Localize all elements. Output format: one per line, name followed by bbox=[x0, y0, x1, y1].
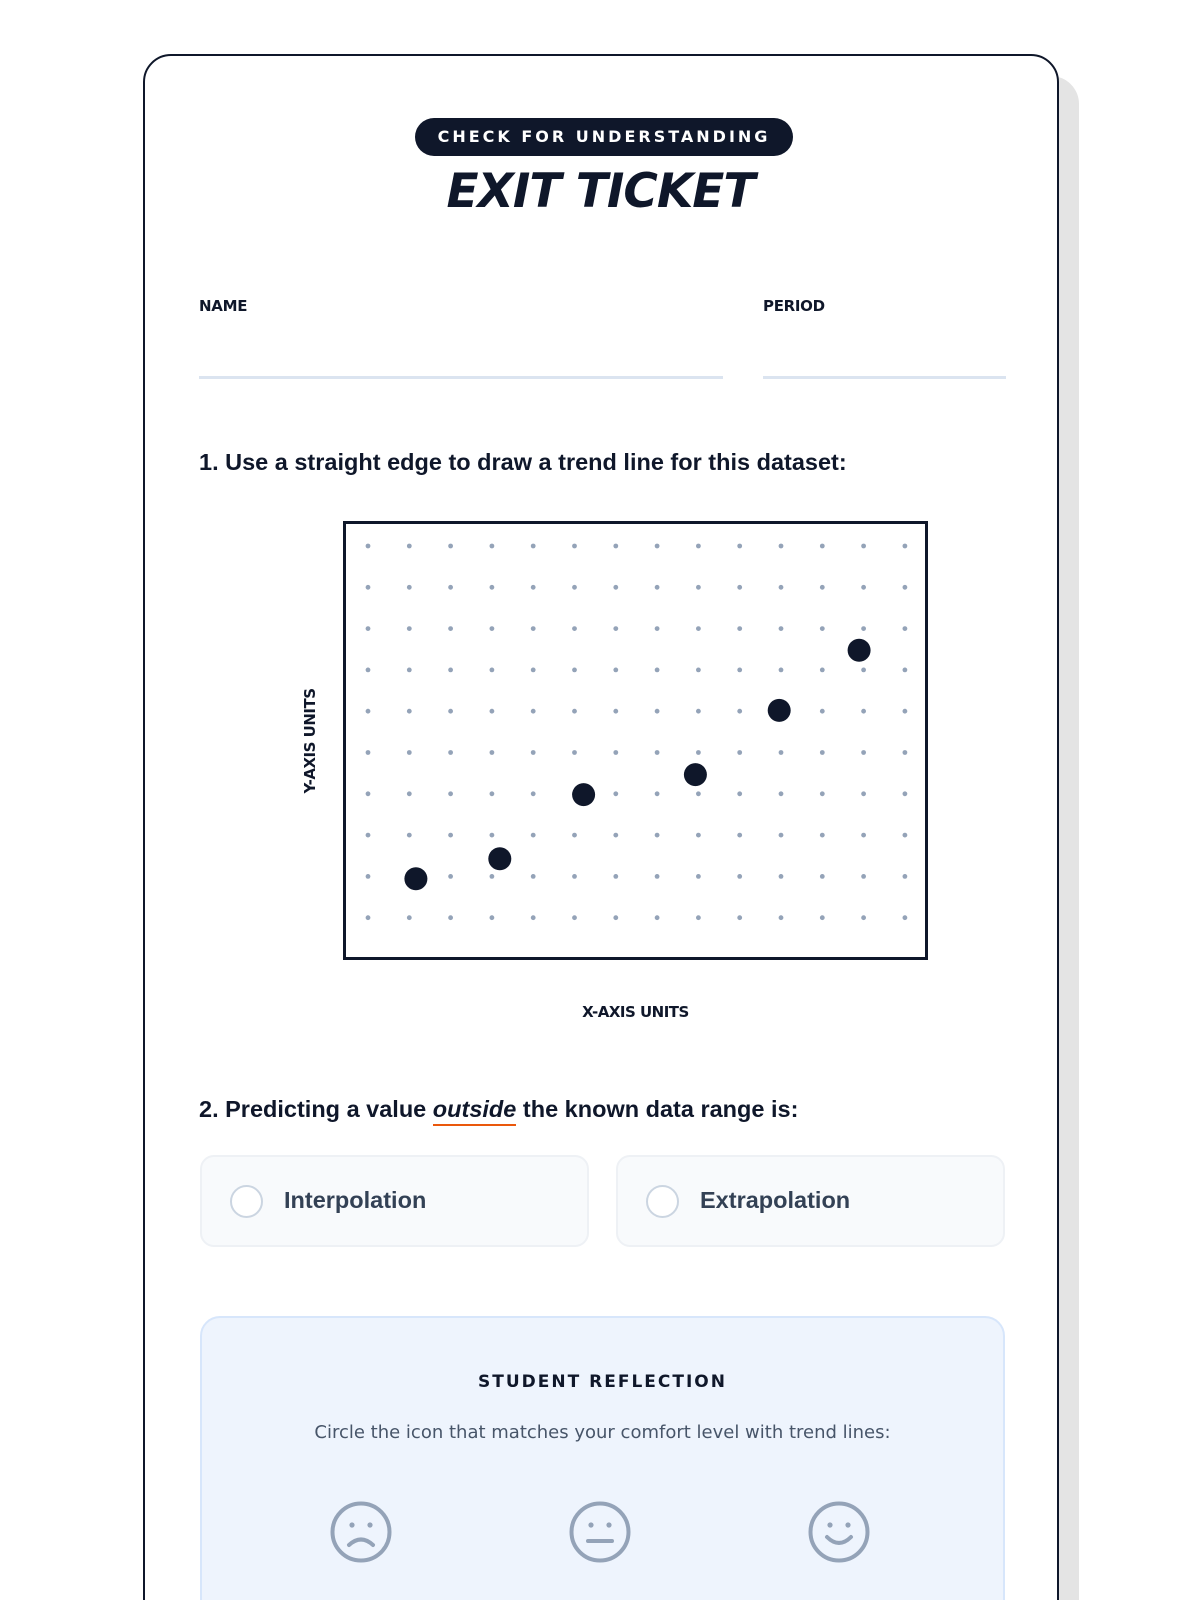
grid-dot bbox=[820, 626, 825, 631]
name-field[interactable] bbox=[199, 376, 723, 379]
grid-dot bbox=[572, 626, 577, 631]
student-reflection-panel bbox=[200, 1316, 1005, 1600]
grid-dot bbox=[572, 915, 577, 920]
grid-dot bbox=[572, 833, 577, 838]
radio-interpolation[interactable] bbox=[230, 1185, 263, 1218]
grid-dot bbox=[448, 668, 453, 673]
grid-dot bbox=[779, 544, 784, 549]
data-point bbox=[404, 867, 427, 890]
grid-dot bbox=[903, 750, 908, 755]
grid-dot bbox=[861, 626, 866, 631]
grid-dot bbox=[861, 709, 866, 714]
smile-icon[interactable] bbox=[807, 1500, 871, 1564]
grid-dot bbox=[737, 791, 742, 796]
grid-dot bbox=[531, 874, 536, 879]
grid-dot bbox=[490, 709, 495, 714]
grid-dot bbox=[655, 544, 660, 549]
grid-dot bbox=[572, 750, 577, 755]
grid-dot bbox=[655, 915, 660, 920]
grid-dot bbox=[903, 626, 908, 631]
grid-dot bbox=[613, 585, 618, 590]
data-points bbox=[404, 639, 870, 891]
grid-dot bbox=[448, 585, 453, 590]
grid-dot bbox=[448, 791, 453, 796]
grid-dot bbox=[737, 544, 742, 549]
grid-dot bbox=[903, 668, 908, 673]
grid-dot bbox=[861, 544, 866, 549]
data-point bbox=[684, 763, 707, 786]
grid-dot bbox=[448, 544, 453, 549]
name-label: NAME bbox=[199, 297, 248, 315]
grid-dot bbox=[448, 626, 453, 631]
x-axis-label: X-AXIS UNITS bbox=[582, 1003, 689, 1021]
neutral-face-icon[interactable] bbox=[568, 1500, 632, 1564]
grid-dot bbox=[366, 544, 371, 549]
section-badge: CHECK FOR UNDERSTANDING bbox=[415, 118, 793, 156]
grid-dot bbox=[655, 626, 660, 631]
grid-dot bbox=[903, 709, 908, 714]
grid-dot bbox=[861, 791, 866, 796]
grid-dot bbox=[655, 668, 660, 673]
grid-dot bbox=[531, 709, 536, 714]
grid-dot bbox=[779, 874, 784, 879]
grid-dot bbox=[490, 626, 495, 631]
grid-dot bbox=[490, 544, 495, 549]
question-2-suffix: the known data range is: bbox=[516, 1096, 799, 1122]
grid-dots bbox=[366, 544, 908, 921]
grid-dot bbox=[407, 750, 412, 755]
y-axis-label: Y-AXIS UNITS bbox=[301, 688, 319, 794]
grid-dot bbox=[366, 833, 371, 838]
grid-dot bbox=[366, 874, 371, 879]
grid-dot bbox=[820, 544, 825, 549]
grid-dot bbox=[655, 833, 660, 838]
grid-dot bbox=[655, 585, 660, 590]
grid-dot bbox=[655, 791, 660, 796]
grid-dot bbox=[779, 668, 784, 673]
grid-dot bbox=[407, 626, 412, 631]
grid-dot bbox=[613, 750, 618, 755]
data-point bbox=[848, 639, 871, 662]
grid-dot bbox=[366, 626, 371, 631]
exit-ticket-card bbox=[143, 54, 1059, 1600]
grid-dot bbox=[655, 874, 660, 879]
reflection-title: STUDENT REFLECTION bbox=[478, 1372, 727, 1392]
scatter-plot[interactable] bbox=[343, 521, 928, 960]
grid-dot bbox=[490, 833, 495, 838]
grid-dot bbox=[407, 915, 412, 920]
grid-dot bbox=[531, 626, 536, 631]
grid-dot bbox=[696, 874, 701, 879]
grid-dot bbox=[572, 585, 577, 590]
grid-dot bbox=[861, 915, 866, 920]
grid-dot bbox=[572, 544, 577, 549]
grid-dot bbox=[613, 791, 618, 796]
grid-dot bbox=[366, 915, 371, 920]
grid-dot bbox=[737, 833, 742, 838]
option-interpolation[interactable] bbox=[200, 1155, 589, 1247]
grid-dot bbox=[696, 791, 701, 796]
data-point bbox=[572, 783, 595, 806]
grid-dot bbox=[613, 668, 618, 673]
period-field[interactable] bbox=[763, 376, 1006, 379]
grid-dot bbox=[779, 915, 784, 920]
grid-dot bbox=[407, 791, 412, 796]
grid-dot bbox=[490, 750, 495, 755]
grid-dot bbox=[613, 915, 618, 920]
grid-dot bbox=[696, 544, 701, 549]
grid-dot bbox=[531, 668, 536, 673]
page-title: EXIT TICKET bbox=[446, 164, 755, 219]
grid-dot bbox=[366, 709, 371, 714]
grid-dot bbox=[820, 585, 825, 590]
grid-dot bbox=[448, 915, 453, 920]
grid-dot bbox=[531, 791, 536, 796]
grid-dot bbox=[613, 874, 618, 879]
grid-dot bbox=[737, 668, 742, 673]
grid-dot bbox=[861, 874, 866, 879]
grid-dot bbox=[448, 833, 453, 838]
grid-dot bbox=[779, 626, 784, 631]
grid-dot bbox=[448, 874, 453, 879]
grid-dot bbox=[861, 750, 866, 755]
grid-dot bbox=[531, 833, 536, 838]
question-2-text bbox=[199, 1096, 798, 1123]
radio-extrapolation[interactable] bbox=[646, 1185, 679, 1218]
grid-dot bbox=[903, 833, 908, 838]
grid-dot bbox=[696, 668, 701, 673]
grid-dot bbox=[779, 833, 784, 838]
grid-dot bbox=[696, 626, 701, 631]
grid-dot bbox=[366, 585, 371, 590]
grid-dot bbox=[903, 544, 908, 549]
grid-dot bbox=[613, 626, 618, 631]
grid-dot bbox=[490, 791, 495, 796]
grid-dot bbox=[820, 874, 825, 879]
grid-dot bbox=[655, 750, 660, 755]
grid-dot bbox=[737, 709, 742, 714]
data-point bbox=[768, 699, 791, 722]
grid-dot bbox=[531, 544, 536, 549]
grid-dot bbox=[407, 709, 412, 714]
grid-dot bbox=[696, 915, 701, 920]
grid-dot bbox=[448, 709, 453, 714]
grid-dot bbox=[779, 585, 784, 590]
grid-dot bbox=[531, 750, 536, 755]
grid-dot bbox=[490, 668, 495, 673]
grid-dot bbox=[655, 709, 660, 714]
grid-dot bbox=[820, 750, 825, 755]
scatter-plot-svg bbox=[346, 524, 925, 957]
grid-dot bbox=[903, 791, 908, 796]
grid-dot bbox=[531, 585, 536, 590]
grid-dot bbox=[366, 750, 371, 755]
grid-dot bbox=[572, 874, 577, 879]
question-2-prefix: 2. Predicting a value bbox=[199, 1096, 433, 1122]
grid-dot bbox=[613, 833, 618, 838]
reflection-subtitle: Circle the icon that matches your comfort level with trend lines: bbox=[314, 1422, 891, 1443]
grid-dot bbox=[490, 585, 495, 590]
grid-dot bbox=[903, 915, 908, 920]
grid-dot bbox=[366, 791, 371, 796]
grid-dot bbox=[572, 709, 577, 714]
grid-dot bbox=[820, 791, 825, 796]
grid-dot bbox=[737, 750, 742, 755]
grid-dot bbox=[737, 874, 742, 879]
grid-dot bbox=[820, 915, 825, 920]
option-extrapolation[interactable] bbox=[616, 1155, 1005, 1247]
grid-dot bbox=[407, 585, 412, 590]
option-interpolation-label: Interpolation bbox=[284, 1187, 427, 1213]
option-extrapolation-label: Extrapolation bbox=[700, 1187, 851, 1213]
grid-dot bbox=[779, 750, 784, 755]
question-1-text: 1. Use a straight edge to draw a trend line for this dataset: bbox=[199, 449, 847, 475]
grid-dot bbox=[448, 750, 453, 755]
data-point bbox=[488, 847, 511, 870]
grid-dot bbox=[572, 668, 577, 673]
grid-dot bbox=[861, 585, 866, 590]
grid-dot bbox=[366, 668, 371, 673]
grid-dot bbox=[696, 585, 701, 590]
grid-dot bbox=[861, 833, 866, 838]
frown-icon[interactable] bbox=[329, 1500, 393, 1564]
grid-dot bbox=[820, 833, 825, 838]
grid-dot bbox=[737, 626, 742, 631]
period-label: PERIOD bbox=[763, 297, 825, 315]
grid-dot bbox=[613, 544, 618, 549]
grid-dot bbox=[407, 668, 412, 673]
grid-dot bbox=[903, 874, 908, 879]
grid-dot bbox=[613, 709, 618, 714]
grid-dot bbox=[407, 833, 412, 838]
grid-dot bbox=[490, 915, 495, 920]
grid-dot bbox=[696, 750, 701, 755]
grid-dot bbox=[861, 668, 866, 673]
grid-dot bbox=[490, 874, 495, 879]
grid-dot bbox=[820, 668, 825, 673]
grid-dot bbox=[737, 915, 742, 920]
grid-dot bbox=[779, 791, 784, 796]
grid-dot bbox=[696, 833, 701, 838]
grid-dot bbox=[820, 709, 825, 714]
grid-dot bbox=[531, 915, 536, 920]
grid-dot bbox=[737, 585, 742, 590]
question-2-emphasis: outside bbox=[433, 1096, 517, 1126]
grid-dot bbox=[903, 585, 908, 590]
grid-dot bbox=[696, 709, 701, 714]
grid-dot bbox=[407, 544, 412, 549]
